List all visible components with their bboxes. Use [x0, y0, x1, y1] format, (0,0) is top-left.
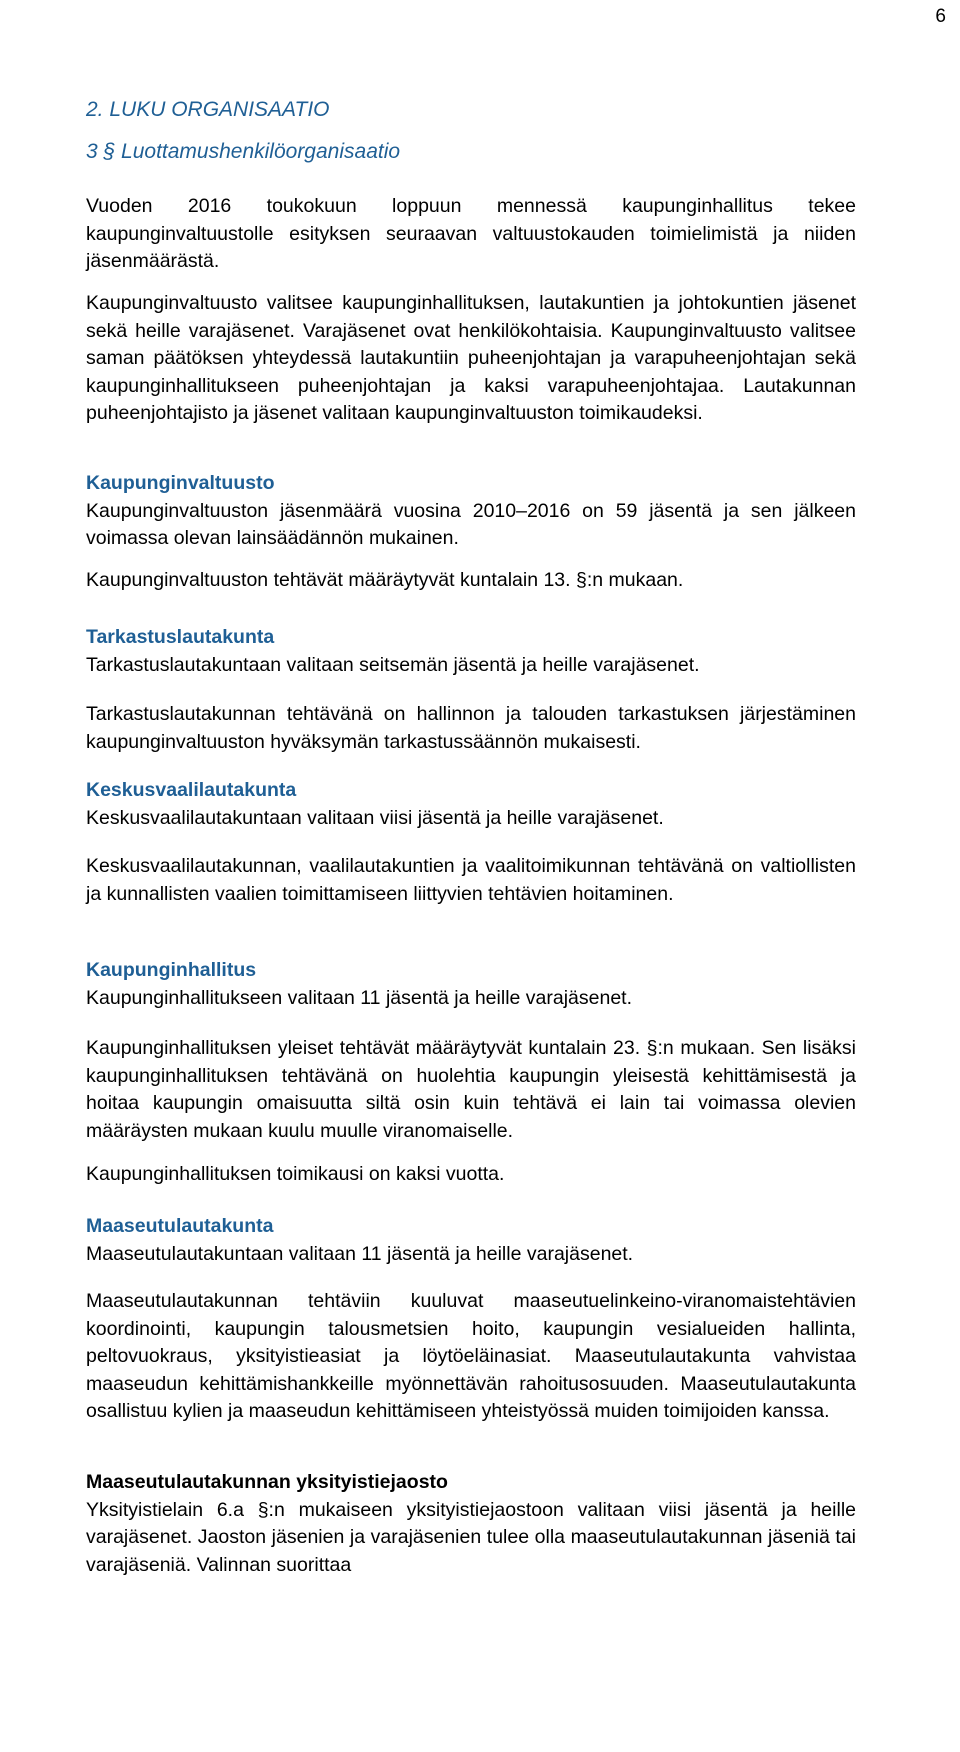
hallitus-paragraph-3-block	[86, 1161, 856, 1189]
tarkastus-title: Tarkastuslautakunta	[86, 626, 275, 648]
maaseutu-paragraph-1: Maaseutulautakuntaan valitaan 11 jäsentä ja heille varajäsenet.	[86, 1242, 634, 1265]
tarkastus-section	[86, 624, 856, 679]
section-heading: 3 § Luottamushenkilöorganisaatio	[86, 140, 401, 163]
keskusvaali-paragraph-1: Keskusvaalilautakuntaan valitaan viisi jäsentä ja heille varajäsenet.	[86, 806, 664, 829]
valtuusto-section	[86, 470, 856, 553]
maaseutu-section	[86, 1213, 856, 1268]
yksityistie-section	[86, 1469, 856, 1579]
maaseutu-paragraph-2-block	[86, 1288, 856, 1426]
keskusvaali-paragraph-2: Keskusvaalilautakunnan, vaalilautakuntien ja vaalitoimikunnan tehtävänä on valtiollisten ja kunnallisten vaalien toimittamiseen liittyvien tehtävien hoitaminen.	[86, 855, 856, 905]
valtuusto-paragraph-2-block	[86, 567, 856, 595]
chapter-heading: 2. LUKU ORGANISAATIO	[86, 98, 330, 121]
intro-paragraph-1	[86, 193, 856, 276]
tarkastus-paragraph-2: Tarkastuslautakunnan tehtävänä on hallinnon ja talouden tarkastuksen järjestäminen kaupunginvaltuuston hyväksymän tarkastussäännön mukaisesti.	[86, 703, 856, 753]
hallitus-paragraph-2: Kaupunginhallituksen yleiset tehtävät määräytyvät kuntalain 23. §:n mukaan. Sen lisäksi kaupunginhallituksen tehtävänä on huolehtia kaupungin yleisestä kehittämisestä ja hoitaa kaupungin omaisuutta siltä osin kuin tehtävä ei lain tai voimassa olevien määräysten mukaan kuulu muulle viranomaiselle.	[86, 1037, 856, 1142]
valtuusto-paragraph-1: Kaupunginvaltuuston jäsenmäärä vuosina 2010–2016 on 59 jäsentä ja sen jälkeen voimassa olevan lainsäädännön mukainen.	[86, 499, 856, 549]
hallitus-title: Kaupunginhallitus	[86, 959, 257, 981]
hallitus-paragraph-1: Kaupunginhallitukseen valitaan 11 jäsentä ja heille varajäsenet.	[86, 986, 633, 1009]
tarkastus-paragraph-2-block	[86, 701, 856, 756]
yksityistie-title: Maaseutulautakunnan yksityistiejaosto	[86, 1471, 448, 1493]
tarkastus-paragraph-1: Tarkastuslautakuntaan valitaan seitsemän jäsentä ja heille varajäsenet.	[86, 653, 700, 676]
keskusvaali-paragraph-2-block	[86, 853, 856, 908]
valtuusto-paragraph-2: Kaupunginvaltuuston tehtävät määräytyvät kuntalain 13. §:n mukaan.	[86, 569, 684, 591]
maaseutu-title: Maaseutulautakunta	[86, 1215, 274, 1237]
hallitus-paragraph-3: Kaupunginhallituksen toimikausi on kaksi vuotta.	[86, 1163, 505, 1185]
intro-paragraph-1-text: Vuoden 2016 toukokuun loppuun mennessä kaupunginhallitus tekee kaupunginvaltuustolle esityksen seuraavan valtuustokauden toimielimistä ja niiden jäsenmäärästä.	[86, 195, 856, 272]
page-number: 6	[935, 6, 946, 27]
keskusvaali-section	[86, 777, 856, 832]
hallitus-paragraph-2-block	[86, 1035, 856, 1145]
intro-paragraph-2-text: Kaupunginvaltuusto valitsee kaupunginhallituksen, lautakuntien ja johtokuntien jäsenet sekä heille varajäsenet. Varajäsenet ovat henkilökohtaisia. Kaupunginvaltuusto valitsee saman päätöksen yhteydessä lautakuntiin puheenjohtajan ja varapuheenjohtajan sekä kaupunginhallitukseen puheenjohtajan ja kaksi varapuheenjohtajaa. Lautakunnan puheenjohtajisto ja jäsenet valitaan kaupunginvaltuuston toimikaudeksi.	[86, 292, 856, 424]
keskusvaali-title: Keskusvaalilautakunta	[86, 779, 297, 801]
hallitus-section	[86, 957, 856, 1012]
yksityistie-paragraph-1: Yksityistielain 6.a §:n mukaiseen yksityistiejaostoon valitaan viisi jäsentä ja heille varajäsenet. Jaoston jäsenien ja varajäsenien tulee olla maaseutulautakunnan jäseniä tai varajäseniä. Valinnan suorittaa	[86, 1498, 856, 1576]
intro-paragraph-2	[86, 290, 856, 428]
maaseutu-paragraph-2: Maaseutulautakunnan tehtäviin kuuluvat maaseutuelinkeino-viranomaistehtävien koordinointi, kaupungin talousmetsien hoito, kaupungin vesialueiden hallinta, peltovuokraus, yksityistieasiat ja löytöeläinasiat. Maaseutulautakunta vahvistaa maaseudun kehittämishankkeille myönnettävän rahoitusosuuden. Maaseutulautakunta osallistuu kylien ja maaseudun kehittämiseen yhteistyössä muiden toimijoiden kanssa.	[86, 1290, 856, 1422]
valtuusto-title: Kaupunginvaltuusto	[86, 472, 275, 494]
